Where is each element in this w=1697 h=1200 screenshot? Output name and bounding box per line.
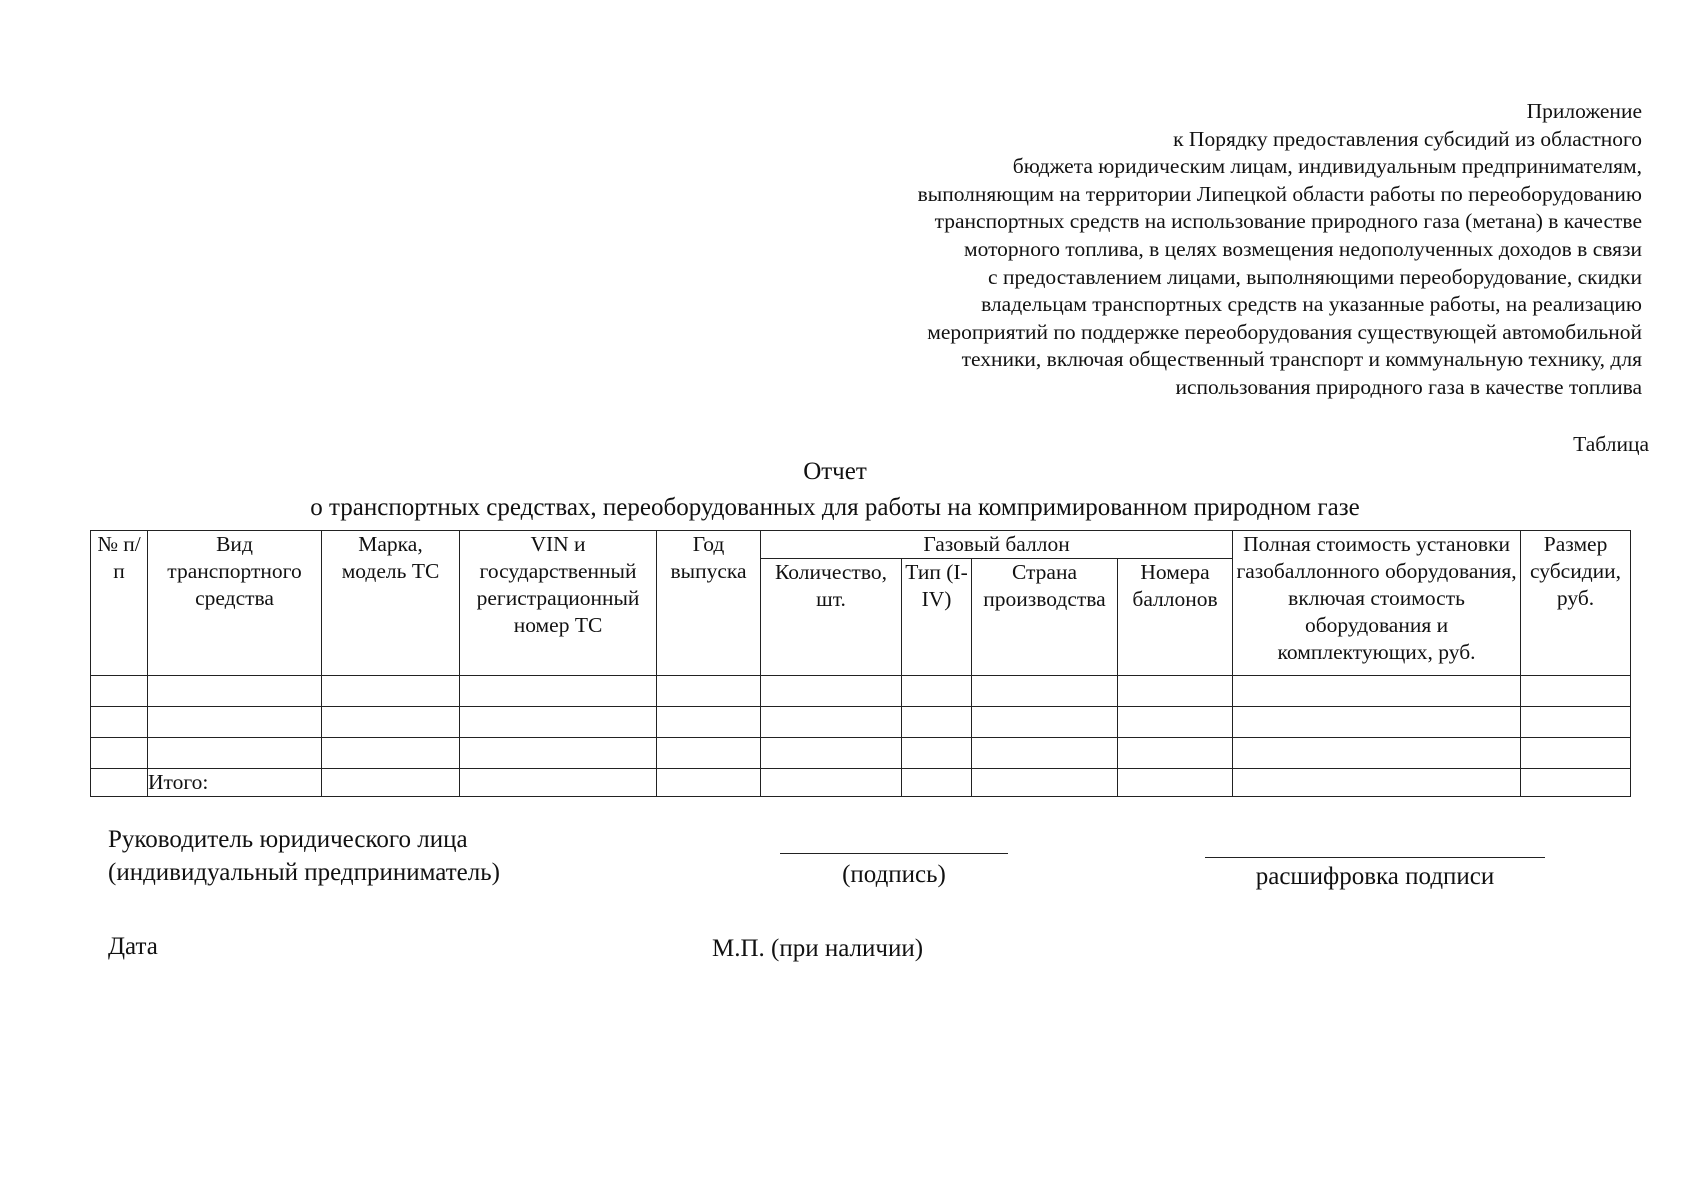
signatory-role-line: Руководитель юридического лица [108,826,468,853]
table-cell[interactable] [1118,738,1233,769]
table-cell[interactable] [91,676,148,707]
table-cell[interactable] [657,676,761,707]
table-cell[interactable] [761,769,902,797]
table-cell[interactable] [1521,676,1631,707]
signature-decryption-caption: расшифровка подписи [1255,863,1495,890]
appendix-line: моторного топлива, в целях возмещения недополученных доходов в связи [964,236,1642,261]
header-subsidy: Размер субсидии, руб. [1521,531,1631,676]
table-cell[interactable] [1521,738,1631,769]
table-cell[interactable] [322,707,460,738]
table-cell[interactable] [1521,769,1631,797]
table-cell[interactable] [972,769,1118,797]
table-cell[interactable] [460,707,657,738]
table-cell[interactable] [761,738,902,769]
table-row [91,707,1631,738]
header-gas-cylinder: Газовый баллон [761,531,1233,559]
total-row [91,769,1631,797]
table-cell[interactable] [1233,707,1521,738]
table-cell[interactable] [91,707,148,738]
appendix-line: владельцам транспортных средств на указанные работы, на реализацию [981,292,1642,317]
table-cell[interactable] [902,707,972,738]
table-cell[interactable] [761,707,902,738]
table-cell[interactable] [1233,676,1521,707]
signature-decryption-line[interactable] [1205,857,1545,858]
appendix-header [742,98,1642,402]
table-cell[interactable] [1118,707,1233,738]
header-year: Год выпуска [657,531,761,676]
table-cell[interactable] [460,769,657,797]
table-cell[interactable] [1118,676,1233,707]
stamp-label: М.П. (при наличии) [712,935,924,962]
appendix-line: техники, включая общественный транспорт и коммунальную технику, для [961,347,1642,372]
header-type: Тип (I-IV) [902,559,972,676]
table-cell[interactable] [91,769,148,797]
header-row [91,531,1631,559]
header-vehicle-type: Вид транспортного средства [148,531,322,676]
table-cell[interactable] [761,676,902,707]
signature-caption: (подпись) [842,861,946,888]
table-cell[interactable] [1521,707,1631,738]
appendix-line: бюджета юридическим лицам, индивидуальным предпринимателям, [1012,154,1642,179]
date-label: Дата [108,933,158,960]
report-subtitle: о транспортных средствах, переоборудованных для работы на компримированном природном газе [310,494,1360,521]
table-cell[interactable] [972,676,1118,707]
header-country: Страна производства [972,559,1118,676]
header-number: № п/п [91,531,148,676]
header-vin: VIN и государственный регистрационный номер ТС [460,531,657,676]
header-quantity: Количество, шт. [761,559,902,676]
report-title: Отчет [803,458,867,485]
table-cell[interactable] [972,738,1118,769]
appendix-line: Приложение [1526,99,1642,123]
appendix-line: мероприятий по поддержке переоборудования существующей автомобильной [927,319,1642,344]
table-cell[interactable] [1233,769,1521,797]
appendix-line: использования природного газа в качестве топлива [1175,374,1642,399]
table-cell[interactable] [460,738,657,769]
table-cell[interactable] [322,769,460,797]
table-cell[interactable] [1118,769,1233,797]
table-cell[interactable] [902,769,972,797]
header-full-cost: Полная стоимость установки газобаллонного оборудования, включая стоимость оборудования и комплектующих, руб. [1233,531,1521,676]
appendix-line: к Порядку предоставления субсидий из областного [1173,126,1642,151]
header-make-model: Марка, модель ТС [322,531,460,676]
table-cell[interactable] [91,738,148,769]
table-cell[interactable] [657,769,761,797]
table-cell[interactable] [972,707,1118,738]
table-cell[interactable] [657,738,761,769]
appendix-line: транспортных средств на использование природного газа (метана) в качестве [934,209,1642,234]
table-cell[interactable] [657,707,761,738]
total-label: Итого: [148,769,322,797]
table-cell[interactable] [322,676,460,707]
appendix-line: выполняющим на территории Липецкой области работы по переоборудованию [917,181,1642,206]
table-cell[interactable] [322,738,460,769]
table-cell[interactable] [460,676,657,707]
header-cylinder-numbers: Номера баллонов [1118,559,1233,676]
table-cell[interactable] [148,676,322,707]
table-cell[interactable] [148,707,322,738]
table-row [91,676,1631,707]
signatory-role [108,823,500,889]
report-table [90,530,1631,797]
appendix-line: с предоставлением лицами, выполняющими переоборудование, скидки [988,264,1642,289]
table-label: Таблица [1573,432,1649,456]
table-cell[interactable] [148,738,322,769]
table-cell[interactable] [902,738,972,769]
signature-line[interactable] [780,853,1008,854]
table-cell[interactable] [902,676,972,707]
table-cell[interactable] [1233,738,1521,769]
table-row [91,738,1631,769]
signatory-role-line: (индивидуальный предприниматель) [108,859,500,886]
